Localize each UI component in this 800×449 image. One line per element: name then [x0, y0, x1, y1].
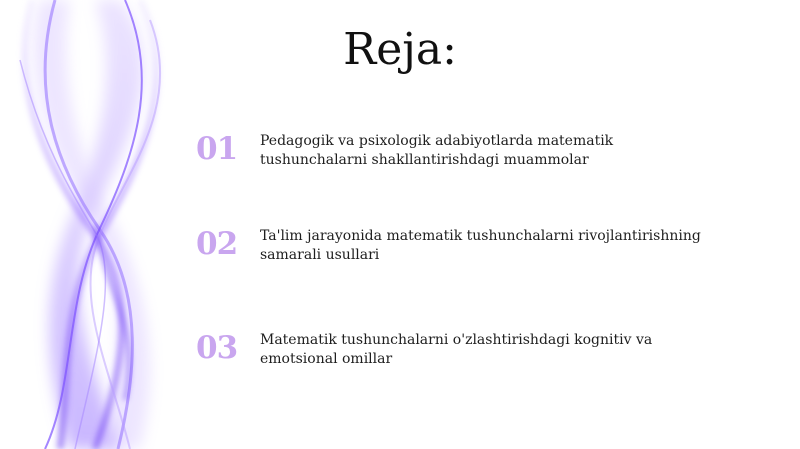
item-text [260, 132, 760, 170]
item-text-line: Matematik tushunchalarni o'zlashtirishdagi kognitiv va [260, 332, 653, 348]
item-text-line: samarali usullari [260, 247, 380, 263]
item-text-line: Pedagogik va psixologik adabiyotlarda matematik [260, 133, 614, 149]
agenda-item-01 [196, 131, 776, 191]
item-text-line: tushunchalarni shakllantirishdagi muammolar [260, 152, 589, 168]
item-number: 03 [196, 330, 238, 366]
item-text [260, 331, 760, 369]
slide-title: Reja: [343, 24, 457, 75]
purple-smoke-wave-decoration [0, 0, 200, 449]
item-number: 02 [196, 226, 238, 262]
agenda-item-03 [196, 330, 776, 390]
item-text-line: Ta'lim jarayonida matematik tushunchalarni rivojlantirishning [260, 228, 701, 244]
item-text [260, 227, 760, 265]
item-number: 01 [196, 131, 238, 167]
agenda-item-02 [196, 226, 776, 286]
item-text-line: emotsional omillar [260, 351, 393, 367]
